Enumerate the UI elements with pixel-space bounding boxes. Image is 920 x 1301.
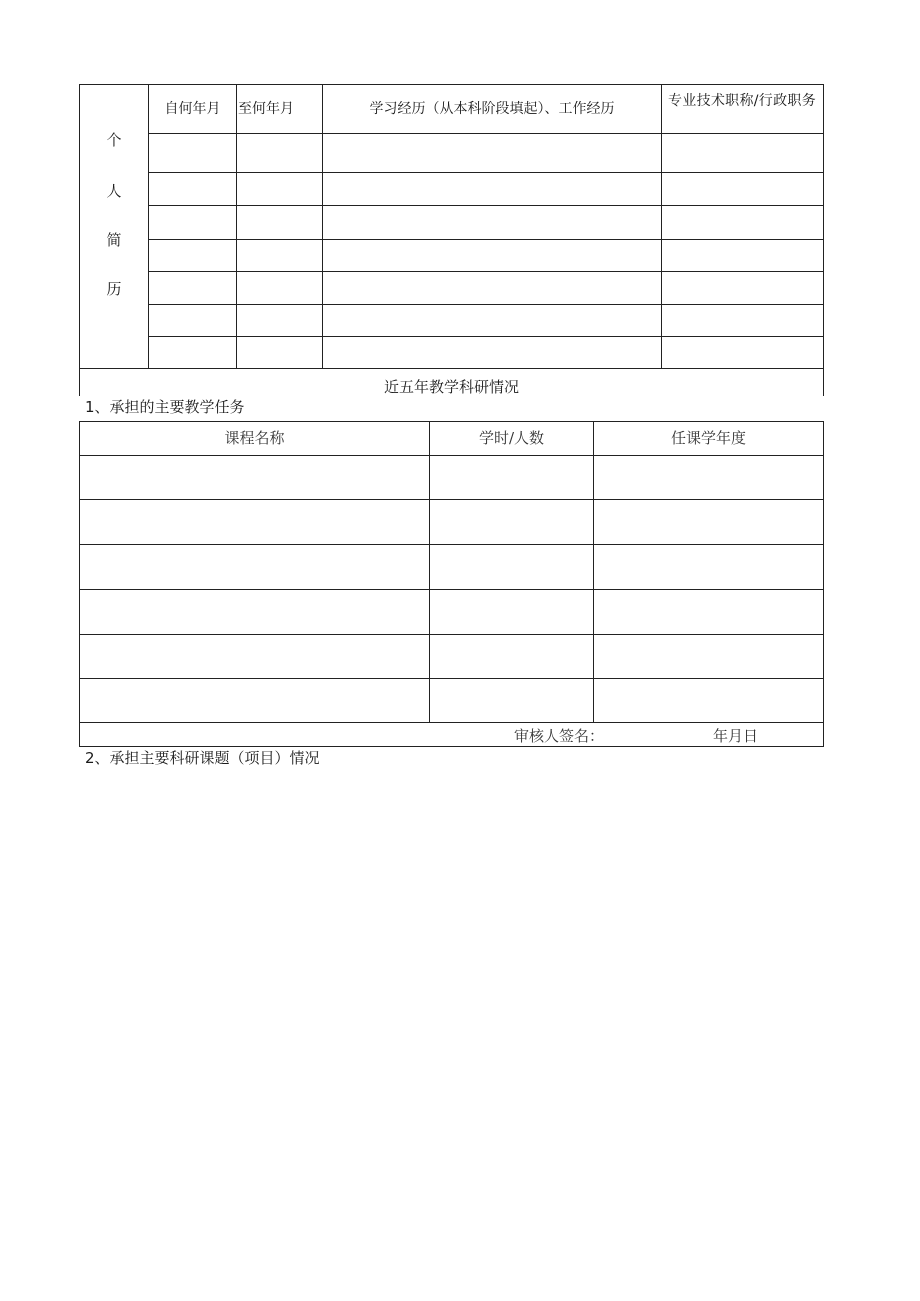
row-divider — [148, 133, 824, 134]
header-year: 任课学年度 — [670, 429, 746, 447]
row-divider — [79, 368, 824, 369]
date-label: 年月日 — [713, 727, 759, 745]
teaching-row[interactable] — [80, 679, 823, 722]
teaching-row[interactable] — [80, 545, 823, 589]
header-hours: 学时/人数 — [478, 429, 545, 447]
resume-row[interactable] — [149, 206, 236, 239]
row-divider — [148, 172, 824, 173]
side-label-char: 人 — [106, 182, 122, 200]
research-heading: 近五年教学科研情况 — [383, 378, 519, 396]
row-divider — [148, 271, 824, 272]
column-divider — [661, 84, 662, 369]
header-from-date: 自何年月 — [164, 101, 221, 117]
table-border-right — [823, 421, 824, 747]
column-divider — [322, 84, 323, 369]
row-divider — [148, 205, 824, 206]
resume-row[interactable] — [149, 272, 236, 304]
header-to-date: 至何年月 — [238, 101, 294, 117]
row-divider — [148, 239, 824, 240]
row-divider — [148, 304, 824, 305]
side-label-char: 简 — [106, 231, 122, 249]
resume-row[interactable] — [149, 305, 236, 336]
header-course: 课程名称 — [224, 429, 285, 447]
table-border-right — [823, 84, 824, 396]
row-divider — [79, 722, 824, 723]
resume-row[interactable] — [149, 134, 236, 172]
resume-row[interactable] — [149, 337, 236, 368]
teaching-row[interactable] — [80, 590, 823, 634]
resume-row[interactable] — [149, 173, 236, 205]
projects-caption: 2、承担主要科研课题（项目）情况 — [85, 749, 320, 767]
teaching-row[interactable] — [80, 500, 823, 544]
header-experience: 学习经历（从本科阶段填起）、工作经历 — [369, 101, 615, 117]
table-border-bottom — [79, 746, 824, 747]
table-border-top — [79, 421, 824, 422]
reviewer-signature-label: 审核人签名： — [514, 727, 605, 745]
teaching-row[interactable] — [80, 635, 823, 678]
resume-row[interactable] — [149, 240, 236, 271]
row-divider — [148, 336, 824, 337]
teaching-row[interactable] — [80, 456, 823, 499]
teaching-caption: 1、承担的主要教学任务 — [85, 398, 245, 416]
table-border-top — [79, 84, 824, 85]
side-label-char: 个 — [106, 131, 122, 149]
side-label-char: 历 — [106, 280, 122, 298]
header-title: 专业技术职称/行政职务 — [667, 93, 817, 109]
column-divider — [236, 84, 237, 369]
